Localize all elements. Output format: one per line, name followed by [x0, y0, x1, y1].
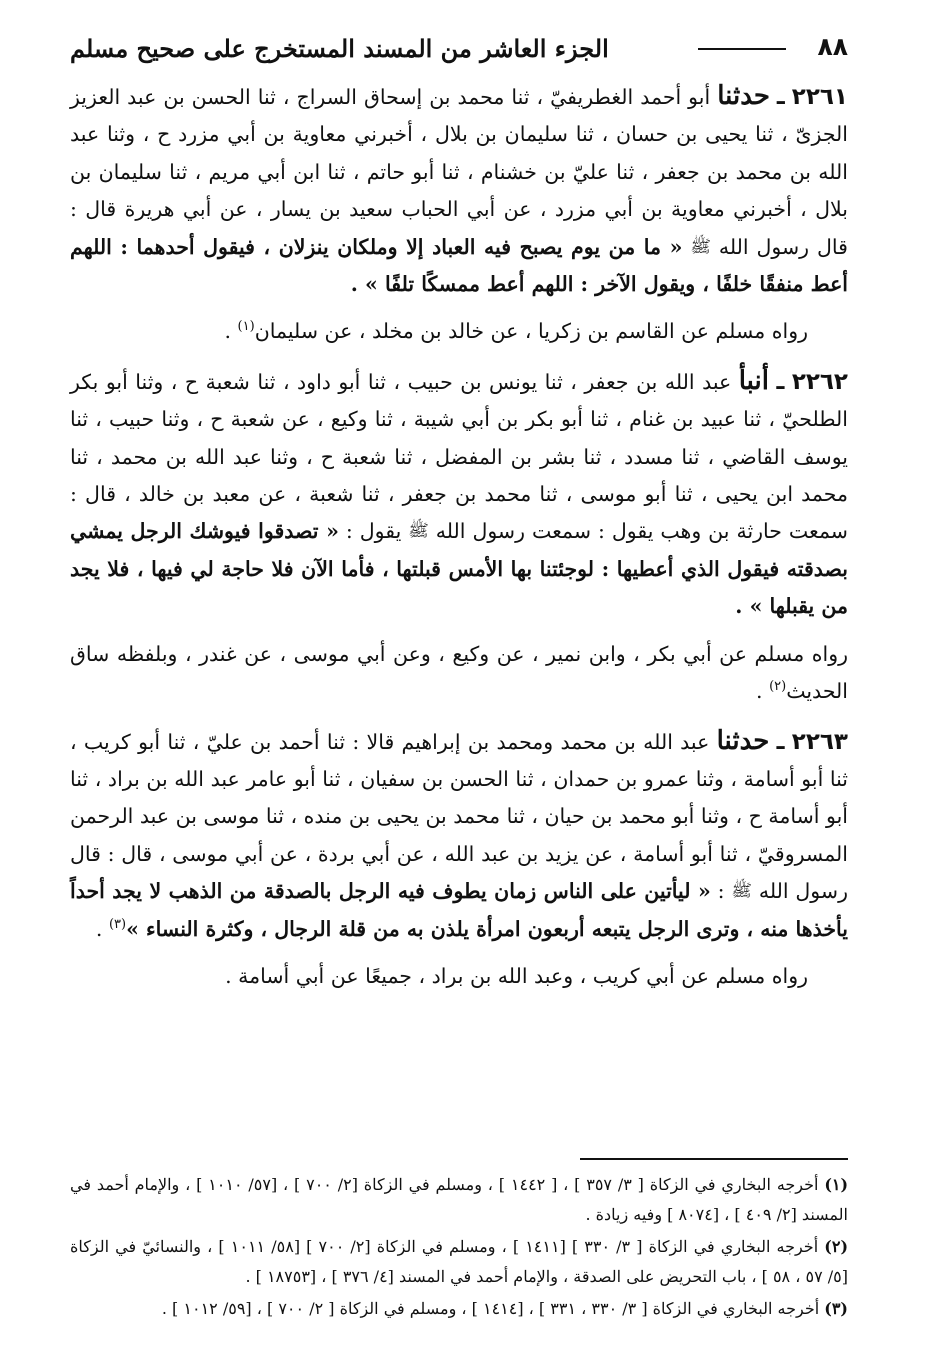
transmission-keyword: حدثنا	[717, 81, 770, 111]
transmission-keyword: أنبأ	[738, 365, 769, 396]
footnote-separator	[580, 1158, 848, 1160]
header-rule	[698, 48, 786, 50]
salawat-glyph: ﷺ	[690, 236, 711, 257]
running-title: الجزء العاشر من المسند المستخرج على صحيح مسلم	[70, 34, 609, 63]
footnote-2	[70, 1232, 848, 1291]
hadith-number: ٢٢٦٣	[791, 728, 848, 755]
riwaya-text: رواه مسلم عن القاسم بن زكريا ، عن خالد بن مخلد ، عن سليمان	[254, 319, 808, 344]
footnote-number: (١)	[824, 1175, 849, 1194]
footnote-ref: (٢)	[769, 679, 787, 695]
riwaya-note-2263	[70, 958, 848, 995]
footnote-number: (٣)	[824, 1299, 848, 1318]
hadith-2262: ٢٢٦٢ ـ أنبأ عبد الله بن جعفر ، ثنا يونس بن حبيب ، ثنا أبو داود ، ثنا شعبة ح ، وثنا أبو بكر الطلحيّ ، ثنا عبيد بن غنام ، ثنا أبو بكر بن أبي شيبة ، ثنا وكيع ، عن شعبة ح ، وثنا حبيب ، ثنا يوسف القاضي ، ثنا مسدد ، ثنا بشر بن المفضل ، ثنا شعبة ح ، وثنا عبد الله بن محمد ، ثنا محمد ابن يحيى ، ثنا أبو موسى ، ثنا محمد بن جعفر ، ثنا شعبة ، عن معبد بن خالد ، قال : سمعت حارثة بن وهب يقول : سمعت رسول الله ﷺ يقول : « تصدقوا فيوشك الرجل يمشي بصدقته فيقول الذي أعطيها : لوجئتنا بها الأمس قبلتها ، فأما الآن فلا حاجة لي فيها ، فلا يجد من يقبلها » .	[70, 365, 848, 619]
hadith-isnad: عبد الله بن محمد ومحمد بن إبراهيم قالا : ثنا أحمد بن عليّ ، ثنا أبو كريب ، ثنا أبو أسامة ، وثنا عمرو بن حمدان ، ثنا الحسن بن سفيان ، ثنا أبو عامر عبد الله بن براد ، ثنا أبو أسامة ح ، وثنا أبو محمد بن حيان ، ثنا محمد بن يحيى بن منده ، ثنا موسى بن عبد الرحمن المسروقيّ ، ثنا أبو أسامة ، عن يزيد بن عبد الله ، عن أبي بردة ، عن أبي موسى ، قال : قال رسول الله	[70, 729, 848, 904]
riwaya-note-2262: رواه مسلم عن أبي بكر ، وابن نمير ، عن وكيع ، وعن أبي موسى ، عن غندر ، وبلفظه ساق الحديث$^{(٢)}$ .	[70, 641, 848, 704]
salawat-glyph: ﷺ	[408, 521, 429, 542]
riwaya-text: رواه مسلم عن أبي كريب ، وعبد الله بن براد ، جميعًا عن أبي أسامة .	[225, 963, 808, 988]
footnote-text: أخرجه البخاري في الزكاة [ ٣/ ٣٣٠ ] [١٤١١ ] ، ومسلم في الزكاة [٢/ ٧٠٠ ] [٥٨/ ١٠١١ ] ، والنسائيّ في الزكاة [٥/ ٥٧ ، ٥٨ ] ، باب التحريض على الصدقة ، والإمام أحمد في المسند [٤/ ٣٧٦ ] ، [١٨٧٥٣ ] .	[70, 1237, 848, 1286]
footnotes	[70, 1170, 848, 1327]
hadith-matn: « تصدقوا فيوشك الرجل يمشي بصدقته فيقول الذي أعطيها : لوجئتنا بها الأمس قبلتها ، فأما الآن فلا حاجة لي فيها ، فلا يجد من يقبلها » .	[70, 519, 848, 619]
running-header	[70, 28, 848, 78]
hadith-isnad: أبو أحمد الغطريفيّ ، ثنا محمد بن إسحاق السراج ، ثنا الحسن بن عبد العزيز الجزىّ ، ثنا يحيى بن حسان ، ثنا سليمان بن بلال ، أخبرني معاوية بن أبي مزرد ح ، وثنا عبد الله بن محمد بن جعفر ، ثنا عليّ بن خشنام ، ثنا أبو حاتم ، ثنا ابن أبي مريم ، ثنا سليمان بن بلال ، أخبرني معاوية بن أبي مزرد ، عن أبي الحباب سعيد بن يسار ، عن أبي هريرة قال : قال رسول الله	[70, 85, 848, 259]
hadith-isnad: عبد الله بن جعفر ، ثنا يونس بن حبيب ، ثنا أبو داود ، ثنا شعبة ح ، وثنا أبو بكر الطلحيّ ، ثنا عبيد بن غنام ، ثنا أبو بكر بن أبي شيبة ، ثنا وكيع ، عن شعبة ح ، وثنا حبيب ، ثنا يوسف القاضي ، ثنا مسدد ، ثنا بشر بن المفضل ، ثنا شعبة ح ، وثنا عبد الله بن محمد ، ثنا محمد ابن يحيى ، ثنا أبو موسى ، ثنا محمد بن جعفر ، ثنا شعبة ، عن معبد بن خالد ، قال : سمعت حارثة بن وهب يقول : سمعت رسول الله	[70, 369, 848, 544]
hadith-number: ٢٢٦١	[791, 84, 848, 110]
hadith-2263: ٢٢٦٣ ـ حدثنا عبد الله بن محمد ومحمد بن إبراهيم قالا : ثنا أحمد بن عليّ ، ثنا أبو كريب ، ثنا أبو أسامة ، وثنا عمرو بن حمدان ، ثنا الحسن بن سفيان ، ثنا أبو عامر عبد الله بن براد ، ثنا أبو أسامة ح ، وثنا أبو محمد بن حيان ، ثنا محمد بن يحيى بن منده ، ثنا موسى بن عبد الرحمن المسروقيّ ، ثنا أبو أسامة ، عن يزيد بن عبد الله ، عن أبي بردة ، عن أبي موسى ، قال : قال رسول الله ﷺ : « ليأتين على الناس زمان يطوف فيه الرجل بالصدقة من الذهب لا يجد أحداً يأخذها منه ، وترى الرجل يتبعه أربعون امرأة يلذن به من قلة الرجال ، وكثرة النساء »$^{(٣)}$ .	[70, 725, 848, 941]
footnote-ref: (٣)	[108, 916, 127, 932]
hadith-matn: « ليأتين على الناس زمان يطوف فيه الرجل بالصدقة من الذهب لا يجد أحداً يأخذها منه ، وترى الرجل يتبعه أربعون امرأة يلذن به من قلة الرجال ، وكثرة النساء »	[70, 879, 848, 941]
document-page	[70, 28, 849, 1318]
footnote-number: (٢)	[824, 1237, 849, 1256]
footnote-text: أخرجه البخاري في الزكاة [ ٣/ ٣٣٠ ، ٣٣١ ] ، [١٤١٤ ] ، ومسلم في الزكاة [ ٢/ ٧٠٠ ] ، [٥٩/ ١٠١٢ ] .	[161, 1299, 820, 1318]
riwaya-note-2261: رواه مسلم عن القاسم بن زكريا ، عن خالد بن مخلد ، عن سليمان$^{(١)}$ .	[224, 319, 808, 344]
salawat-glyph: ﷺ	[731, 881, 752, 902]
footnote-3	[70, 1294, 848, 1324]
hadith-number: ٢٢٦٢	[791, 368, 848, 395]
page-number: ٨٨	[817, 32, 848, 61]
footnote-text: أخرجه البخاري في الزكاة [ ٣/ ٣٥٧ ] ، [ ١٤٤٢ ] ، ومسلم في الزكاة [٢/ ٧٠٠ ] ، [٥٧/ ١٠١٠ ] ، والإمام أحمد في المسند [٢/ ٤٠٩ ] ، [٨٠٧٤ ] وفيه زيادة .	[70, 1175, 848, 1224]
footnote-ref: (١)	[237, 319, 255, 335]
footnote-1	[70, 1170, 848, 1229]
hadith-2261: ٢٢٦١ ـ حدثنا أبو أحمد الغطريفيّ ، ثنا محمد بن إسحاق السراج ، ثنا الحسن بن عبد العزيز الجزىّ ، ثنا يحيى بن حسان ، ثنا سليمان بن بلال ، أخبرني معاوية بن أبي مزرد ح ، وثنا عبد الله بن محمد بن جعفر ، ثنا عليّ بن خشنام ، ثنا أبو حاتم ، ثنا ابن أبي مريم ، ثنا سليمان بن بلال ، أخبرني معاوية بن أبي مزرد ، عن أبي الحباب سعيد بن يسار ، عن أبي هريرة قال : قال رسول الله ﷺ « ما من يوم يصبح فيه العباد إلا وملكان ينزلان ، فيقول أحدهما : اللهم أعط منفقًا خلفًا ، ويقول الآخر : اللهم أعط ممسكًا تلفًا » .	[70, 81, 848, 297]
riwaya-text: رواه مسلم عن أبي بكر ، وابن نمير ، عن وكيع ، وعن أبي موسى ، عن غندر ، وبلفظه ساق الحديث	[70, 641, 848, 704]
hadith-matn: « ما من يوم يصبح فيه العباد إلا وملكان ينزلان ، فيقول أحدهما : اللهم أعط منفقًا خلفًا ، ويقول الآخر : اللهم أعط ممسكًا تلفًا » .	[70, 234, 848, 297]
transmission-keyword: حدثنا	[716, 725, 770, 756]
